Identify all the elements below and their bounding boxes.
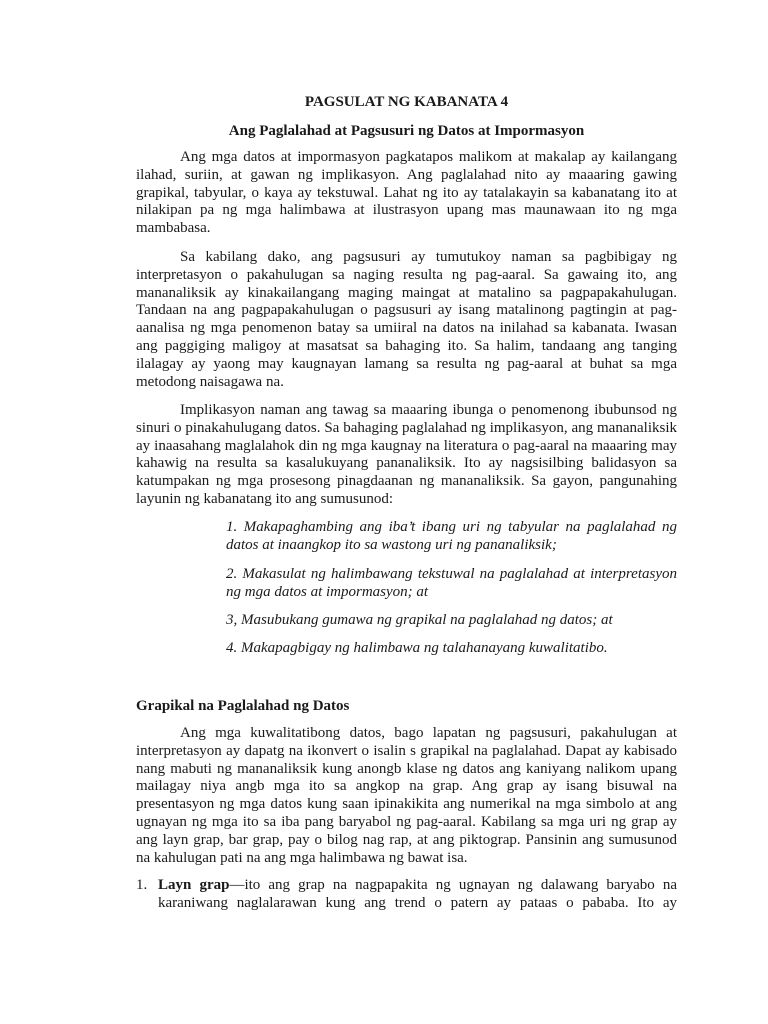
paragraph-implikasyon	[136, 402, 677, 509]
list-item-body	[158, 877, 677, 913]
text-line: ilalagay ay yaong may kaugnayan lamang sa resulta ng pag-aaral at buhat sa mga	[136, 355, 677, 372]
text-line: ng mga datos at impormasyon; at	[226, 583, 429, 600]
text-line: interpretasyon o pakahulugan sa naging resulta ng pag-aaral. Sa gawaing ito, ang	[136, 266, 677, 283]
term-definition: —ito ang grap na nagpapakita ng ugnayan ng dalawang baryabo na	[229, 877, 677, 893]
text-line: 2. Makasulat ng halimbawang tekstuwal na paglalahad at interpretasyon	[226, 566, 677, 582]
text-line: ang paggiging maligoy at masatsat sa bahaging ito. Sa halim, tandaang ang tanging	[136, 337, 677, 354]
text-line: ilahad, suriin, at gawan ng implikasyon. Ang paglalahad nito ay maaaring gawing	[136, 166, 677, 183]
text-line: 4. Makapagbigay ng halimbawa ng talahanayang kuwalitatibo.	[226, 640, 608, 656]
text-line: layunin ng kabanatang ito ang sumusunod:	[136, 490, 394, 507]
text-line: metodong naisagawa na.	[136, 373, 284, 390]
text-line: presentasyon ng mga datos kung saan ipinakikita ang numerikal na mga simbolo at ang	[136, 796, 677, 813]
text-line: aanalisa ng mga penomenon batay sa umiiral na datos na inilahad sa kabanata. Iwasan	[136, 320, 677, 337]
text-line: Sa kabilang dako, ang pagsusuri ay tumutukoy naman sa pagbibigay ng	[180, 249, 677, 265]
text-line: datos at inaangkop ito sa wastong uri ng pananaliksik;	[226, 536, 557, 553]
objective-item-1	[226, 519, 677, 555]
text-line: mananaliksik ay kinakailangang maging maingat at matalino sa pagpapakahulugan.	[136, 284, 677, 301]
list-number: 1.	[136, 877, 148, 893]
text-line: Tandaan na ang pagpapakahulugan o pagsusuri ay isang matalinong pagtingin at pag-	[136, 302, 677, 319]
term-label: Layn grap	[158, 877, 230, 893]
objective-item-2	[226, 566, 677, 602]
text-line	[158, 877, 677, 895]
text-line: ang layn grap, bar grap, pay o bilog nag rap, at ang piktograp. Pansinin ang sumusunod	[136, 831, 677, 848]
text-line: Ang mga kuwalitatibong datos, bago lapatan ng pagsusuri, pakahulugan at	[180, 725, 677, 741]
paragraph-grapikal	[136, 725, 677, 867]
text-line: nang mabuti ng mananaliksik kung anongb klase ng datos ang kaniyang nalikom upang	[136, 760, 677, 777]
objective-item-4	[226, 640, 677, 658]
text-line: nilakipan pa ng mga halimbawa at ilustrasyon upang mas maunawaan ito ng mga	[136, 202, 677, 219]
objective-item-3	[226, 612, 677, 630]
text-line: ugnayan ng mga ito sa iba pang baryabol ng pag-aaral. Kabilang sa mga uri ng grap ay	[136, 813, 677, 830]
text-line: Ang mga datos at impormasyon pagkatapos malikom at makalap ay kailangang	[180, 149, 677, 165]
text-line: mambabasa.	[136, 220, 211, 237]
text-line: grapikal, tabyular, o kaya ay tekstuwal. Lahat ng ito ay tatalakayin sa kabanatang ito at	[136, 184, 677, 201]
text-line: karaniwang naglalarawan kung ang trend o patern ay pataas o pababa. Ito ay	[158, 894, 677, 911]
chapter-subtitle: Ang Paglalahad at Pagsusuri ng Datos at Impormasyon	[228, 123, 585, 139]
text-line: interpretasyon ay dapatg na ikonvert o isalin s grapikal na paglalahad. Dapat ay kabisado	[136, 742, 677, 759]
paragraph-introduction	[136, 149, 677, 238]
text-line: ay inaasahang maglalahok din ng mga kaugnay na literatura o pag-aaral na maaaring may	[136, 437, 677, 454]
section-heading: Grapikal na Paglalahad ng Datos	[136, 698, 350, 714]
chapter-title: PAGSULAT NG KABANATA 4	[304, 94, 509, 110]
text-line: 1. Makapaghambing ang iba’t ibang uri ng tabyular na paglalahad ng	[226, 519, 677, 535]
text-line: mailagay niya angb mga ito sa angkop na grap. Ang grap ay isang bisuwal na	[136, 778, 677, 795]
text-line: kahawig na resulta sa kasalukuyang pananaliksik. Ito ay nagsisilbing balidasyon sa	[136, 455, 677, 472]
text-line: Implikasyon naman ang tawag sa maaaring ibunga o penomenong ibubunsod ng	[180, 402, 677, 418]
text-line: na kahulugan pati na ang mga halimbawa ng bawat isa.	[136, 849, 468, 866]
text-line: katumpakan ng mga prosesong pinagdaanan ng mananaliksik. Sa gayon, pangunahing	[136, 473, 677, 490]
text-line: 3, Masubukang gumawa ng grapikal na paglalahad ng datos; at	[226, 612, 613, 628]
text-line: sinuri o pinakahulugang datos. Sa bahaging paglalahad ng implikasyon, ang mananaliksik	[136, 419, 677, 436]
paragraph-pagsusuri	[136, 249, 677, 391]
